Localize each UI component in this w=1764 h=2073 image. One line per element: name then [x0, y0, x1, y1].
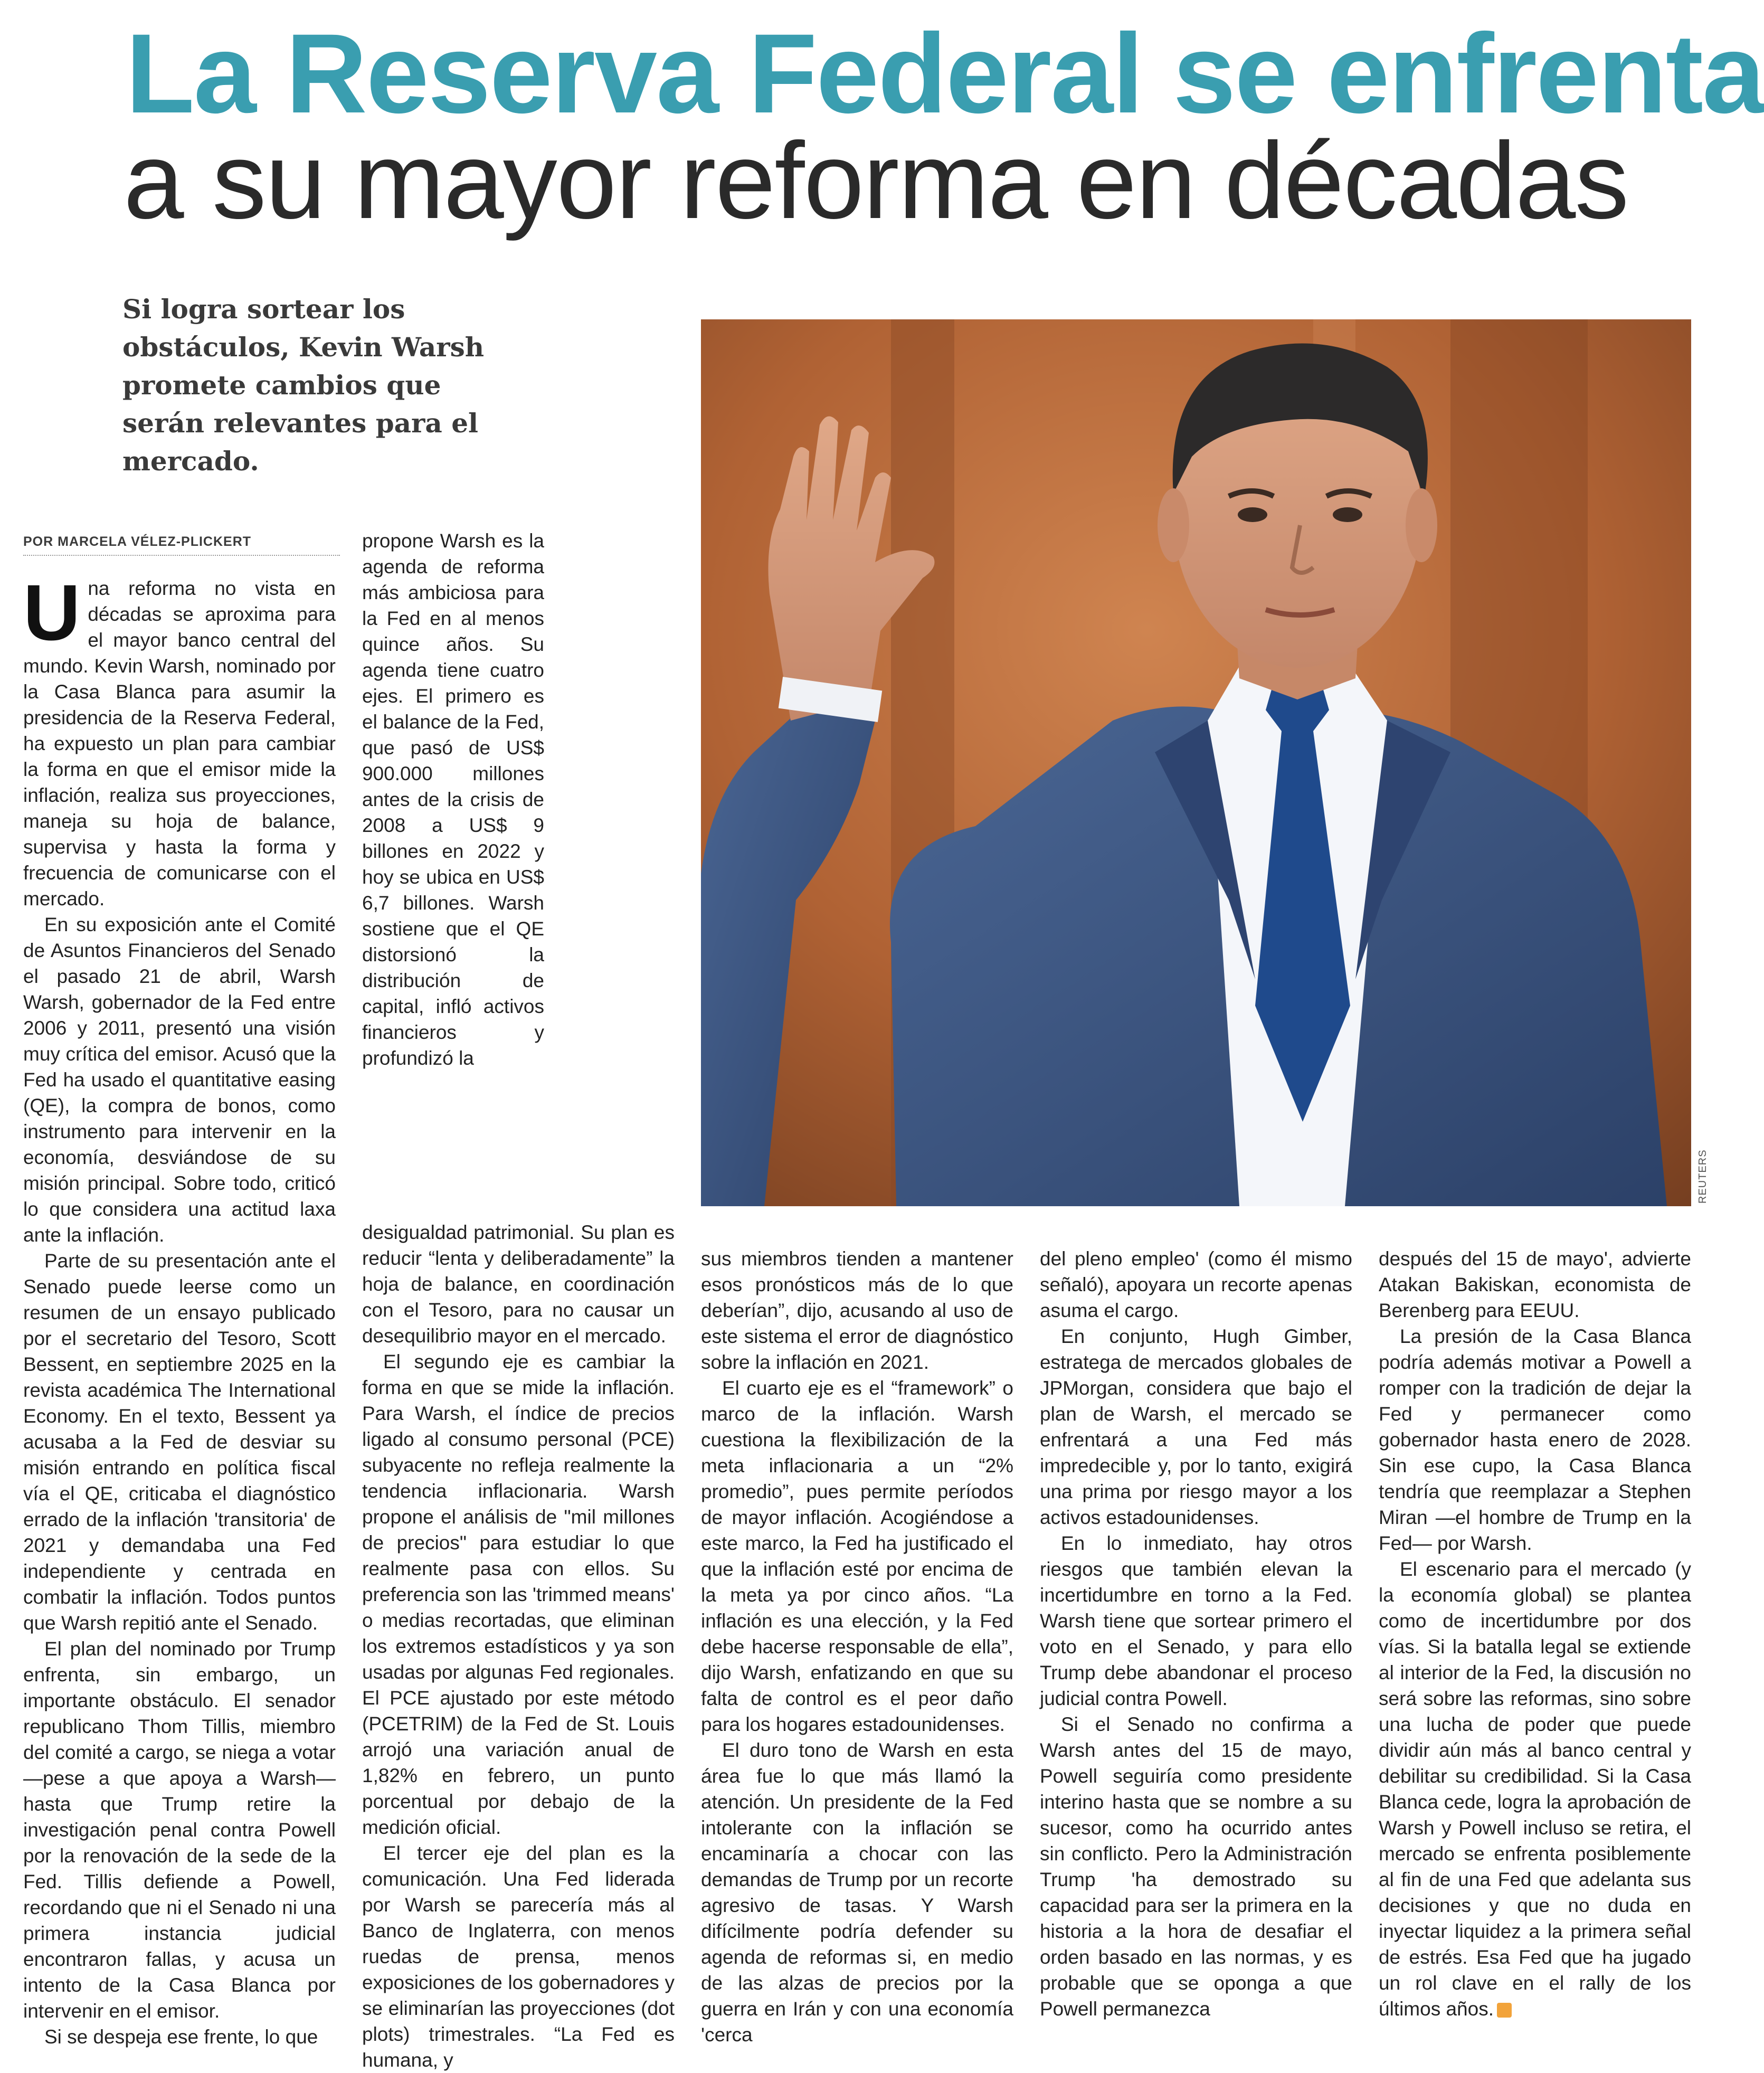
paragraph: En conjunto, Hugh Gimber, estratega de mercados globales de JPMorgan, considera que bajo el plan de Warsh, el mercado se enfrentará a una Fed más impredecible y, por lo tanto, exigirá una prima por riesgo mayor a los activos estadounidenses. [1040, 1326, 1352, 1528]
paragraph: desigualdad patrimonial. Su plan es reducir “lenta y deliberadamente” la hoja de balance, en coordinación con el Tesoro, para no causar un desequilibrio mayor en el mercado. [362, 1222, 675, 1347]
article-deck: Si logra sortear los obstáculos, Kevin Warsh promete cambios que serán relevantes para el mercado. [122, 294, 485, 477]
paragraph [23, 568, 336, 912]
kevin-warsh-photo [701, 319, 1691, 1206]
byline: POR MARCELA VÉLEZ-PLICKERT [23, 534, 340, 556]
paragraph: En lo inmediato, hay otros riesgos que también elevan la incertidumbre en torno a la Fed. Warsh tiene que sortear primero el voto en el Senado, y para ello Trump debe abandonar el proceso judicial contra Powell. [1040, 1532, 1352, 1709]
paragraph-text: El escenario para el mercado (y la economía global) se plantea como de incertidumbre por dos vías. Si la batalla legal se extiende al interior de la Fed, la discusión no será sobre las reformas, sino sobre una lucha de poder que puede dividir aún más al banco central y debilitar su credibilidad. Si la Casa Blanca cede, logra la aprobación de Warsh y Powell incluso se retira, el mercado se enfrenta posiblemente al fin de una Fed que adelanta sus decisiones y que no duda en inyectar liquidez a la primera señal de estrés. Esa Fed que ha jugado un rol clave en el rally de los últimos años. [1379, 1558, 1691, 2020]
paragraph: La presión de la Casa Blanca podría además motivar a Powell a romper con la tradición de dejar la Fed y permanecer como gobernador hasta enero de 2028. Sin ese cupo, la Casa Blanca tendría que reemplazar a Stephen Miran —el hombre de Trump en la Fed— por Warsh. [1379, 1326, 1691, 1554]
drop-cap: U [23, 568, 81, 657]
paragraph-text: na reforma no vista en décadas se aproxima para el mayor banco central del mundo. Kevin Warsh, nominado por la Casa Blanca para asumir la presidencia de la Reserva Federal, ha expuesto un plan para cambiar la forma en que el emisor mide la inflación, realiza sus proyecciones, maneja su hoja de balance, supervisa y hasta la forma y frecuencia de comunicarse con el mercado. [23, 578, 336, 910]
paragraph: Si el Senado no confirma a Warsh antes del 15 de mayo, Powell seguiría como presidente interino hasta que se nombre a su sucesor, como ha ocurrido antes sin conflicto. Pero la Administración Trump 'ha demostrado su capacidad para ser la primera en la historia a la hora de desafiar el orden basado en las normas, y es probable que se oponga a que Powell permanezca [1040, 1714, 1352, 2020]
article-column-5 [1379, 1246, 1691, 2022]
paragraph: Si se despeja ese frente, lo que [44, 2026, 318, 2048]
article-column-3 [701, 1246, 1013, 2046]
paragraph: El duro tono de Warsh en esta área fue lo que más llamó la atención. Un presidente de la Fed intolerante con la inflación se encaminaría a chocar con las demandas de Trump por un recorte agresivo de tasas. Y Warsh difícilmente podría defender su agenda de reformas si, en medio de las alzas de precios por la guerra en Irán y con una economía 'cerca [701, 1739, 1013, 2046]
paragraph: propone Warsh es la agenda de reforma más ambiciosa para la Fed en al menos quince años. Su agenda tiene cuatro ejes. El primero es el balance de la Fed, que pasó de US$ 900.000 millones antes de la crisis de 2008 a US$ 9 billones en 2022 y hoy se ubica en US$ 6,7 billones. Warsh sostiene que el QE distorsionó la distribución de capital, infló activos financieros y profundizó la [362, 530, 544, 1069]
paragraph: del pleno empleo' (como él mismo señaló), apoyara un recorte apenas asuma el cargo. [1040, 1248, 1352, 1321]
end-of-article-icon: S [1497, 2003, 1512, 2018]
paragraph: El plan del nominado por Trump enfrenta, sin embargo, un importante obstáculo. El senador republicano Thom Tillis, miembro del comité a cargo, se niega a votar —pese a que apoya a Warsh— hasta que Trump retire la investigación penal contra Powell por la renovación de la sede de la Fed. Tillis defiende a Powell, recordando que ni el Senado ni una primera instancia judicial encontraron fallas, y acusa un intento de la Casa Blanca por intervenir en el emisor. [23, 1638, 336, 2022]
article-column-1 [23, 568, 336, 2048]
paragraph: El tercer eje del plan es la comunicación. Una Fed liderada por Warsh se parecería más al Banco de Inglaterra, con menos ruedas de prensa, menos exposiciones de los gobernadores y se eliminarían las proyecciones (dot plots) trimestrales. “La Fed es humana, y [362, 1842, 675, 2071]
article-column-2-top [362, 528, 544, 1219]
headline-line-2: a su mayor reforma en décadas [124, 120, 1628, 241]
article-column-4 [1040, 1246, 1352, 2022]
paragraph: sus miembros tienden a mantener esos pronósticos más de lo que deberían”, dijo, acusando al uso de este sistema el error de diagnóstico sobre la inflación en 2021. [701, 1248, 1013, 1373]
article-photo [701, 319, 1691, 1206]
paragraph: El cuarto eje es el “framework” o marco de la inflación. Warsh cuestiona la flexibilización de la meta inflacionaria a un “2% promedio”, pues permite períodos de mayor inflación. Acogiéndose a este marco, la Fed ha justificado el que la inflación esté por encima de la meta ya por cinco años. “La inflación es una elección, y la Fed debe hacerse responsable de ella”, dijo Warsh, enfatizando en que su falta de control es el peor daño para los hogares estadounidenses. [701, 1377, 1013, 1735]
headline-line-1: La Reserva Federal se enfrenta [126, 11, 1764, 137]
paragraph: Parte de su presentación ante el Senado puede leerse como un resumen de un ensayo publicado por el secretario del Tesoro, Scott Bessent, en septiembre 2025 en la revista académica The International Economy. En el texto, Bessent ya acusaba a la Fed de desviar su misión entrando en política fiscal vía el QE, criticaba el diagnóstico errado de la inflación 'transitoria' de 2021 y demandaba una Fed independiente y centrada en combatir la inflación. Todos puntos que Warsh repitió ante el Senado. [23, 1250, 336, 1634]
paragraph [1379, 1556, 1691, 2022]
article-column-2-bottom [362, 1219, 675, 2071]
photo-credit: REUTERS [1697, 1149, 1709, 1204]
paragraph: El segundo eje es cambiar la forma en que se mide la inflación. Para Warsh, el índice de precios ligado al consumo personal (PCE) subyacente no refleja realmente la tendencia inflacionaria. Warsh propone el análisis de "mil millones de precios" para estudiar lo que realmente pasa con ellos. Su preferencia son las 'trimmed means' o medias recortadas, que eliminan los extremos estadísticos y ya son usadas por algunas Fed regionales. El PCE ajustado por este método (PCETRIM) de la Fed de St. Louis arrojó una variación anual de 1,82% en febrero, un punto porcentual por debajo de la medición oficial. [362, 1351, 675, 1838]
paragraph: En su exposición ante el Comité de Asuntos Financieros del Senado el pasado 21 de abril, Warsh Warsh, gobernador de la Fed entre 2006 y 2011, presentó una visión muy crítica del emisor. Acusó que la Fed ha usado el quantitative easing (QE), la compra de bonos, como instrumento para intervenir en la economía, desviándose de su misión principal. Sobre todo, criticó lo que considera una actitud laxa ante la inflación. [23, 914, 336, 1246]
paragraph: después del 15 de mayo', advierte Atakan Bakiskan, economista de Berenberg para EEUU. [1379, 1248, 1691, 1321]
